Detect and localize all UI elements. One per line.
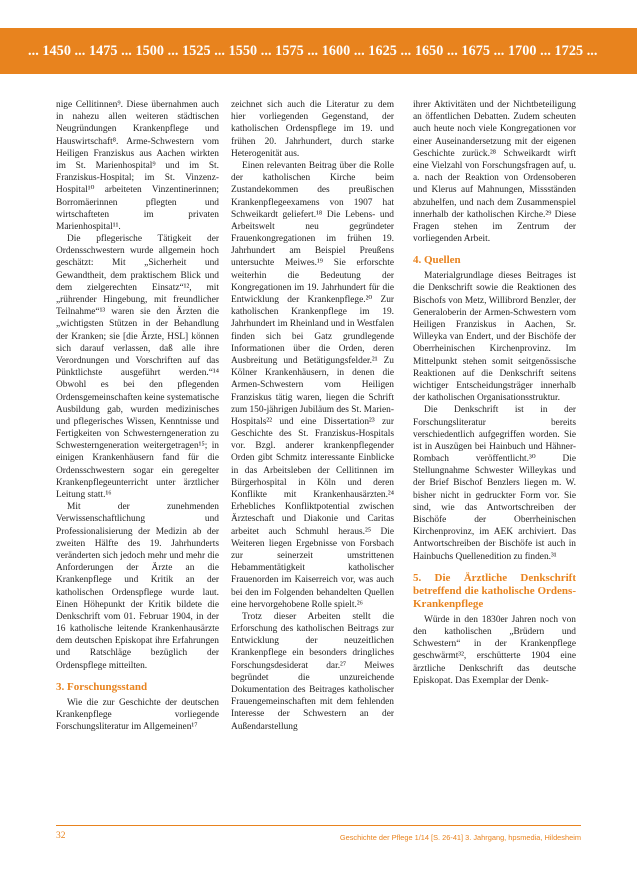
paragraph: ihrer Aktivitäten und der Nichtbeteiligung an öffentlichen Debatten. Zudem scheuten auch heute noch viele Kongregationen vor einer Auseinandersetzung mit der eigenen Geschichte zurück.²⁸ Schweikardt wirft eine Vielzahl von Forschungsfragen auf, u. a. nach der Reaktion von Ordensoberen und Klerus auf Mahnungen, Missständen abzuhelfen, und nach dem Zusammenspiel innerhalb der katholischen Kirche.²⁹ Diese Fragen stehen im Zentrum der vorliegenden Arbeit. (413, 100, 576, 245)
section-heading: 4. Quellen (413, 254, 461, 267)
text-column-2 (231, 99, 394, 733)
paragraph: zeichnet sich auch die Literatur zu dem hier vorliegenden Gegenstand, der katholischen Ordenspflege im 19. und frühen 20. Jahrhundert, durch starke Heterogenität aus. (231, 100, 394, 159)
paragraph: Die Denkschrift ist in der Forschungsliteratur bereits verschiedentlich aufgegriffen worden. Sie ist in Auszügen bei Hainbuch und Hähner-Rombach veröffentlicht.³⁰ Die Stellungnahme Schwester Willeykas und der Brief Bischof Benzlers liegen m. W. bisher nicht in gedruckter Form vor. Sie sind, wie das Antwortschreiben der Bischöfe der Oberrheinischen Kirchenprovinz, im AEK archiviert. Das Antwortschreiben der Bischöfe ist auch in Hainbuchs Quellenedition zu finden.³¹ (413, 405, 576, 562)
page-footer (56, 825, 581, 842)
page-number: 32 (56, 831, 66, 841)
journal-citation: Geschichte der Pflege 1/14 [S. 26-41] 3. Jahrgang, hpsmedia, Hildesheim (339, 833, 581, 842)
timeline-banner (0, 28, 637, 74)
text-column-1 (56, 99, 219, 733)
paragraph: Die pflegerische Tätigkeit der Ordensschwestern wurde allgemein hoch geschätzt: Mit „Sicherheit und Gewandtheit, dem praktischem Blick und dem zielgerechten Einsatz“¹², mit „rührender Hingebung, mit freundlicher Teilnahme“¹³ waren sie den Ärzten die „wichtigsten Stützen in der Behandlung der Kranken; sie [die Ärzte, HSL] können sich darauf verlassen, daß alle ihre Verordnungen und Vorschriften auf das Pünktlichste ausgeführt werden.“¹⁴ Obwohl es bei den pflegenden Ordensgemeinschaften keine systematische Ausbildung gab, wurden medizinisches und pflegerisches Wissen, Kenntnisse und Fertigkeiten von Schwesterngeneration zu Schwesterngeneration weitergetragen¹⁵; in einigen Krankenhäusern fand für die Ordensschwestern sogar ein geregelter Krankenpflegeunterricht unter ärztlicher Leitung statt.¹⁶ (56, 234, 219, 500)
paragraph: Würde in den 1830er Jahren noch von den katholischen „Brüdern und Schwestern“ in der Krankenpflege geschwärmt³², erschütterte 1904 eine ärztliche Denkschrift das deutsche Episkopat. Das Exemplar der Denk- (413, 614, 576, 686)
paragraph: Einen relevanten Beitrag über die Rolle der katholischen Kirche beim Zustandekommen des preußischen Krankenpflegeexamens von 1907 hat Schweikardt geliefert.¹⁸ Die Lebens- und Arbeitswelt neu gegründeter Frauenkongregationen im frühen 19. Jahrhundert am Beispiel Preußens untersuchte Meiwes.¹⁹ Sie erforschte weiterhin die Bedeutung der Kongregationen im 19. Jahrhundert für die Entwicklung der Krankenpflege.²⁰ Zur katholischen Krankenpflege im 19. Jahrhundert im Rheinland und in Westfalen finden sich bei Gatz grundlegende Informationen über die Orden, deren Ausbreitung und Betätigungsfelder.²¹ Zu Kölner Krankenhäusern, in denen die Armen-Schwestern vom Heiligen Franziskus tätig waren, liegen die Schrift zum 150-jährigen Jubiläum des St. Marien-Hospitals²² und eine Dissertation²³ zur Geschichte des St. Franziskus-Hospitals vor. Bzgl. anderer krankenpflegender Orden gibt Schmitz interessante Einblicke in das Arbeitsleben der Cellitinnen im Bürgerhospital in Köln und deren Konflikte mit Krankenhausärzten.²⁴ Erhebliches Konfliktpotential zwischen Ärzteschaft und Diakonie und Caritas arbeitet auch Schmuhl heraus.²⁵ Die Weiteren liegen Ergebnisse von Forsbach zur seinerzeit umstrittenen Hebammentätigkeit katholischer Frauenorden im Kaiserreich vor, was auch bei den im Folgenden behandelten Quellen eine hervorgehobene Rolle spielt.²⁶ (231, 160, 394, 610)
paragraph: Trotz dieser Arbeiten stellt die Erforschung des katholischen Beitrags zur Entwicklung der neuzeitlichen Krankenpflege ein besonders dringliches Forschungsdesiderat dar.²⁷ Meiwes begründet die unzureichende Dokumentation des Beitrages katholischer Frauengemeinschaften mit dem fehlenden Interesse der Schwestern an der Außendarstellung (231, 611, 394, 732)
paragraph: Wie die zur Geschichte der deutschen Krankenpflege vorliegende Forschungsliteratur im Allgemeinen¹⁷ (56, 697, 219, 733)
text-column-3 (413, 99, 576, 687)
section-heading: 3. Forschungsstand (56, 680, 148, 693)
section-heading: 5. Die Ärztliche Denkschrift betreffend die katholische Ordens-Krankenpflege (413, 571, 576, 610)
paragraph: Mit der zunehmenden Verwissenschaftlichung und Professionalisierung der Medizin ab der zweiten Hälfte des 19. Jahrhunderts veränderten sich jedoch mehr und mehr die Anforderungen der Ärzte an die Krankenpflege und Kritik an der katholischen Ordenspflege wurde laut. Einen Höhepunkt der Kritik bildete die Denkschrift vom 01. Februar 1904, in der 16 katholische leitende Krankenhausärzte dem deutschen Episkopat ihre Erfahrungen und Ratschläge bezüglich der Ordenspflege mitteilten. (56, 502, 219, 671)
paragraph: Materialgrundlage dieses Beitrages ist die Denkschrift sowie die Reaktionen des Bischofs von Metz, Willibrord Benzler, der Generaloberin der Armen-Schwestern vom Heiligen Franziskus in Aachen, Sr. Willeyka van Endert, und der Bischöfe der Oberrheinischen Kirchenprovinz. Im Mittelpunkt stehen somit seitgenössische Reaktionen auf die Denkschrift seitens wichtiger Entscheidungsträger innerhalb der katholischen Organisationsstruktur. (413, 271, 576, 404)
paragraph: nige Cellitinnen⁹. Diese übernahmen auch in nahezu allen weiteren städtischen Neugründungen Krankenpflege und Hauswirtschaft⁸. Arme-Schwestern vom Heiligen Franziskus aus Aachen wirkten im St. Marienhospital⁹ und im St. Franziskus-Hospital; im St. Vinzenz-Hospital¹⁰ arbeiteten Vinzentinerinnen; Borromäerinnen pflegten und wirtschafteten im privaten Marienhospital¹¹. (56, 100, 219, 232)
timeline-text: ... 1450 ... 1475 ... 1500 ... 1525 ... 1550 ... 1575 ... 1600 ... 1625 ... 1650 ... 1675 ... 1700 ... 1725 ... (28, 42, 598, 59)
